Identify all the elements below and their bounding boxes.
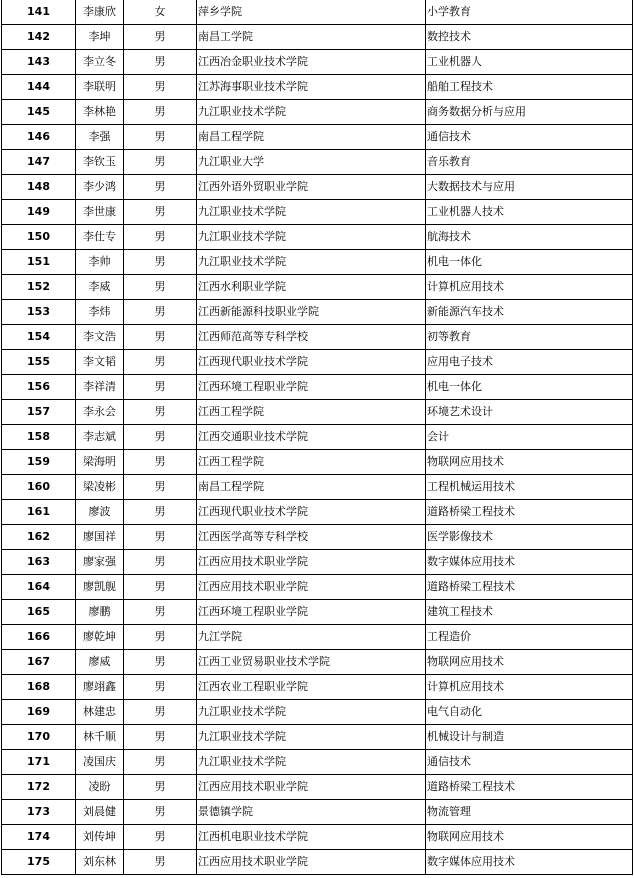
- gender-cell: 男: [124, 300, 197, 325]
- table-row: [2, 75, 633, 100]
- student-name-cell: 李祥清: [76, 375, 124, 400]
- student-name-cell: 廖凯舰: [76, 575, 124, 600]
- table-row: [2, 375, 633, 400]
- major-name-cell: 初等教育: [426, 325, 633, 350]
- row-number-cell: 170: [2, 725, 76, 750]
- major-name-cell: 道路桥梁工程技术: [426, 575, 633, 600]
- school-name-cell: 江西应用技术职业学院: [197, 550, 426, 575]
- row-number-cell: 154: [2, 325, 76, 350]
- row-number-cell: 159: [2, 450, 76, 475]
- gender-cell: 男: [124, 500, 197, 525]
- school-name-cell: 九江职业技术学院: [197, 200, 426, 225]
- student-name-cell: 刘东林: [76, 850, 124, 875]
- table-row: [2, 0, 633, 25]
- major-name-cell: 物流管理: [426, 800, 633, 825]
- roster-body: [2, 0, 633, 875]
- student-name-cell: 李立冬: [76, 50, 124, 75]
- table-row: [2, 125, 633, 150]
- row-number-cell: 149: [2, 200, 76, 225]
- gender-cell: 男: [124, 200, 197, 225]
- student-name-cell: 凌盼: [76, 775, 124, 800]
- student-name-cell: 刘晨健: [76, 800, 124, 825]
- student-name-cell: 李永会: [76, 400, 124, 425]
- major-name-cell: 音乐教育: [426, 150, 633, 175]
- gender-cell: 男: [124, 100, 197, 125]
- table-row: [2, 625, 633, 650]
- major-name-cell: 计算机应用技术: [426, 675, 633, 700]
- gender-cell: 男: [124, 450, 197, 475]
- major-name-cell: 船舶工程技术: [426, 75, 633, 100]
- student-name-cell: 廖翊鑫: [76, 675, 124, 700]
- school-name-cell: 景德镇学院: [197, 800, 426, 825]
- row-number-cell: 166: [2, 625, 76, 650]
- major-name-cell: 环境艺术设计: [426, 400, 633, 425]
- major-name-cell: 数字媒体应用技术: [426, 550, 633, 575]
- school-name-cell: 江苏海事职业技术学院: [197, 75, 426, 100]
- row-number-cell: 158: [2, 425, 76, 450]
- row-number-cell: 167: [2, 650, 76, 675]
- student-name-cell: 李联明: [76, 75, 124, 100]
- row-number-cell: 145: [2, 100, 76, 125]
- row-number-cell: 173: [2, 800, 76, 825]
- table-row: [2, 675, 633, 700]
- school-name-cell: 江西应用技术职业学院: [197, 850, 426, 875]
- student-name-cell: 李威: [76, 275, 124, 300]
- school-name-cell: 九江职业技术学院: [197, 250, 426, 275]
- student-name-cell: 李少鸿: [76, 175, 124, 200]
- roster-table: [1, 0, 633, 875]
- school-name-cell: 江西现代职业技术学院: [197, 350, 426, 375]
- major-name-cell: 物联网应用技术: [426, 825, 633, 850]
- row-number-cell: 175: [2, 850, 76, 875]
- student-name-cell: 李钦玉: [76, 150, 124, 175]
- student-name-cell: 李志斌: [76, 425, 124, 450]
- major-name-cell: 电气自动化: [426, 700, 633, 725]
- student-name-cell: 梁凌彬: [76, 475, 124, 500]
- table-row: [2, 325, 633, 350]
- gender-cell: 男: [124, 600, 197, 625]
- school-name-cell: 南昌工程学院: [197, 475, 426, 500]
- row-number-cell: 168: [2, 675, 76, 700]
- school-name-cell: 江西现代职业技术学院: [197, 500, 426, 525]
- table-row: [2, 350, 633, 375]
- table-row: [2, 575, 633, 600]
- student-name-cell: 李林艳: [76, 100, 124, 125]
- school-name-cell: 萍乡学院: [197, 0, 426, 25]
- row-number-cell: 172: [2, 775, 76, 800]
- gender-cell: 男: [124, 25, 197, 50]
- gender-cell: 男: [124, 800, 197, 825]
- major-name-cell: 通信技术: [426, 125, 633, 150]
- gender-cell: 男: [124, 175, 197, 200]
- school-name-cell: 九江职业技术学院: [197, 225, 426, 250]
- table-row: [2, 225, 633, 250]
- row-number-cell: 157: [2, 400, 76, 425]
- table-row: [2, 425, 633, 450]
- table-row: [2, 275, 633, 300]
- major-name-cell: 新能源汽车技术: [426, 300, 633, 325]
- school-name-cell: 江西工业贸易职业技术学院: [197, 650, 426, 675]
- school-name-cell: 江西水利职业学院: [197, 275, 426, 300]
- major-name-cell: 医学影像技术: [426, 525, 633, 550]
- row-number-cell: 164: [2, 575, 76, 600]
- gender-cell: 男: [124, 650, 197, 675]
- student-name-cell: 廖鹏: [76, 600, 124, 625]
- school-name-cell: 江西环境工程职业学院: [197, 375, 426, 400]
- row-number-cell: 144: [2, 75, 76, 100]
- student-name-cell: 李强: [76, 125, 124, 150]
- gender-cell: 男: [124, 775, 197, 800]
- row-number-cell: 142: [2, 25, 76, 50]
- gender-cell: 男: [124, 725, 197, 750]
- gender-cell: 男: [124, 850, 197, 875]
- student-name-cell: 李帅: [76, 250, 124, 275]
- student-name-cell: 李炜: [76, 300, 124, 325]
- gender-cell: 男: [124, 400, 197, 425]
- row-number-cell: 146: [2, 125, 76, 150]
- student-name-cell: 李文韬: [76, 350, 124, 375]
- student-name-cell: 李文浩: [76, 325, 124, 350]
- gender-cell: 女: [124, 0, 197, 25]
- student-name-cell: 李世康: [76, 200, 124, 225]
- table-row: [2, 700, 633, 725]
- major-name-cell: 道路桥梁工程技术: [426, 500, 633, 525]
- table-row: [2, 850, 633, 875]
- school-name-cell: 江西医学高等专科学校: [197, 525, 426, 550]
- row-number-cell: 163: [2, 550, 76, 575]
- table-row: [2, 825, 633, 850]
- student-name-cell: 廖威: [76, 650, 124, 675]
- row-number-cell: 141: [2, 0, 76, 25]
- school-name-cell: 九江职业技术学院: [197, 100, 426, 125]
- gender-cell: 男: [124, 825, 197, 850]
- row-number-cell: 150: [2, 225, 76, 250]
- major-name-cell: 工程机械运用技术: [426, 475, 633, 500]
- gender-cell: 男: [124, 475, 197, 500]
- row-number-cell: 160: [2, 475, 76, 500]
- gender-cell: 男: [124, 275, 197, 300]
- table-row: [2, 100, 633, 125]
- school-name-cell: 南昌工学院: [197, 25, 426, 50]
- school-name-cell: 九江学院: [197, 625, 426, 650]
- table-row: [2, 525, 633, 550]
- school-name-cell: 江西农业工程职业学院: [197, 675, 426, 700]
- row-number-cell: 147: [2, 150, 76, 175]
- major-name-cell: 数控技术: [426, 25, 633, 50]
- gender-cell: 男: [124, 150, 197, 175]
- table-row: [2, 25, 633, 50]
- table-row: [2, 550, 633, 575]
- school-name-cell: 江西新能源科技职业学院: [197, 300, 426, 325]
- major-name-cell: 计算机应用技术: [426, 275, 633, 300]
- row-number-cell: 156: [2, 375, 76, 400]
- row-number-cell: 161: [2, 500, 76, 525]
- gender-cell: 男: [124, 250, 197, 275]
- school-name-cell: 南昌工程学院: [197, 125, 426, 150]
- table-row: [2, 250, 633, 275]
- major-name-cell: 机电一体化: [426, 250, 633, 275]
- table-row: [2, 500, 633, 525]
- table-row: [2, 200, 633, 225]
- table-row: [2, 150, 633, 175]
- gender-cell: 男: [124, 225, 197, 250]
- student-name-cell: 梁海明: [76, 450, 124, 475]
- gender-cell: 男: [124, 325, 197, 350]
- table-row: [2, 750, 633, 775]
- row-number-cell: 152: [2, 275, 76, 300]
- student-name-cell: 李康欣: [76, 0, 124, 25]
- row-number-cell: 151: [2, 250, 76, 275]
- row-number-cell: 148: [2, 175, 76, 200]
- table-row: [2, 800, 633, 825]
- school-name-cell: 江西交通职业技术学院: [197, 425, 426, 450]
- major-name-cell: 大数据技术与应用: [426, 175, 633, 200]
- gender-cell: 男: [124, 700, 197, 725]
- major-name-cell: 工业机器人技术: [426, 200, 633, 225]
- major-name-cell: 机电一体化: [426, 375, 633, 400]
- table-row: [2, 650, 633, 675]
- school-name-cell: 江西冶金职业技术学院: [197, 50, 426, 75]
- table-row: [2, 475, 633, 500]
- school-name-cell: 江西工程学院: [197, 450, 426, 475]
- gender-cell: 男: [124, 125, 197, 150]
- school-name-cell: 九江职业技术学院: [197, 700, 426, 725]
- major-name-cell: 建筑工程技术: [426, 600, 633, 625]
- student-name-cell: 李坤: [76, 25, 124, 50]
- gender-cell: 男: [124, 375, 197, 400]
- student-name-cell: 林千顺: [76, 725, 124, 750]
- gender-cell: 男: [124, 50, 197, 75]
- school-name-cell: 江西师范高等专科学校: [197, 325, 426, 350]
- school-name-cell: 江西机电职业技术学院: [197, 825, 426, 850]
- gender-cell: 男: [124, 750, 197, 775]
- gender-cell: 男: [124, 75, 197, 100]
- major-name-cell: 机械设计与制造: [426, 725, 633, 750]
- row-number-cell: 174: [2, 825, 76, 850]
- major-name-cell: 商务数据分析与应用: [426, 100, 633, 125]
- school-name-cell: 九江职业技术学院: [197, 750, 426, 775]
- gender-cell: 男: [124, 425, 197, 450]
- student-name-cell: 廖国祥: [76, 525, 124, 550]
- major-name-cell: 工程造价: [426, 625, 633, 650]
- student-name-cell: 廖波: [76, 500, 124, 525]
- major-name-cell: 会计: [426, 425, 633, 450]
- gender-cell: 男: [124, 525, 197, 550]
- row-number-cell: 162: [2, 525, 76, 550]
- major-name-cell: 工业机器人: [426, 50, 633, 75]
- school-name-cell: 江西环境工程职业学院: [197, 600, 426, 625]
- table-row: [2, 600, 633, 625]
- student-name-cell: 廖乾坤: [76, 625, 124, 650]
- table-row: [2, 50, 633, 75]
- student-name-cell: 林建忠: [76, 700, 124, 725]
- row-number-cell: 171: [2, 750, 76, 775]
- school-name-cell: 江西应用技术职业学院: [197, 775, 426, 800]
- row-number-cell: 153: [2, 300, 76, 325]
- table-row: [2, 300, 633, 325]
- school-name-cell: 江西外语外贸职业学院: [197, 175, 426, 200]
- table-row: [2, 775, 633, 800]
- gender-cell: 男: [124, 575, 197, 600]
- table-row: [2, 450, 633, 475]
- table-row: [2, 725, 633, 750]
- row-number-cell: 165: [2, 600, 76, 625]
- major-name-cell: 数字媒体应用技术: [426, 850, 633, 875]
- school-name-cell: 江西应用技术职业学院: [197, 575, 426, 600]
- student-name-cell: 凌国庆: [76, 750, 124, 775]
- table-row: [2, 175, 633, 200]
- student-name-cell: 李仕专: [76, 225, 124, 250]
- student-name-cell: 刘传坤: [76, 825, 124, 850]
- major-name-cell: 通信技术: [426, 750, 633, 775]
- major-name-cell: 小学教育: [426, 0, 633, 25]
- major-name-cell: 应用电子技术: [426, 350, 633, 375]
- gender-cell: 男: [124, 550, 197, 575]
- major-name-cell: 物联网应用技术: [426, 450, 633, 475]
- major-name-cell: 道路桥梁工程技术: [426, 775, 633, 800]
- gender-cell: 男: [124, 625, 197, 650]
- school-name-cell: 九江职业技术学院: [197, 725, 426, 750]
- major-name-cell: 物联网应用技术: [426, 650, 633, 675]
- row-number-cell: 155: [2, 350, 76, 375]
- major-name-cell: 航海技术: [426, 225, 633, 250]
- table-row: [2, 400, 633, 425]
- row-number-cell: 143: [2, 50, 76, 75]
- gender-cell: 男: [124, 350, 197, 375]
- row-number-cell: 169: [2, 700, 76, 725]
- school-name-cell: 江西工程学院: [197, 400, 426, 425]
- gender-cell: 男: [124, 675, 197, 700]
- student-name-cell: 廖家强: [76, 550, 124, 575]
- school-name-cell: 九江职业大学: [197, 150, 426, 175]
